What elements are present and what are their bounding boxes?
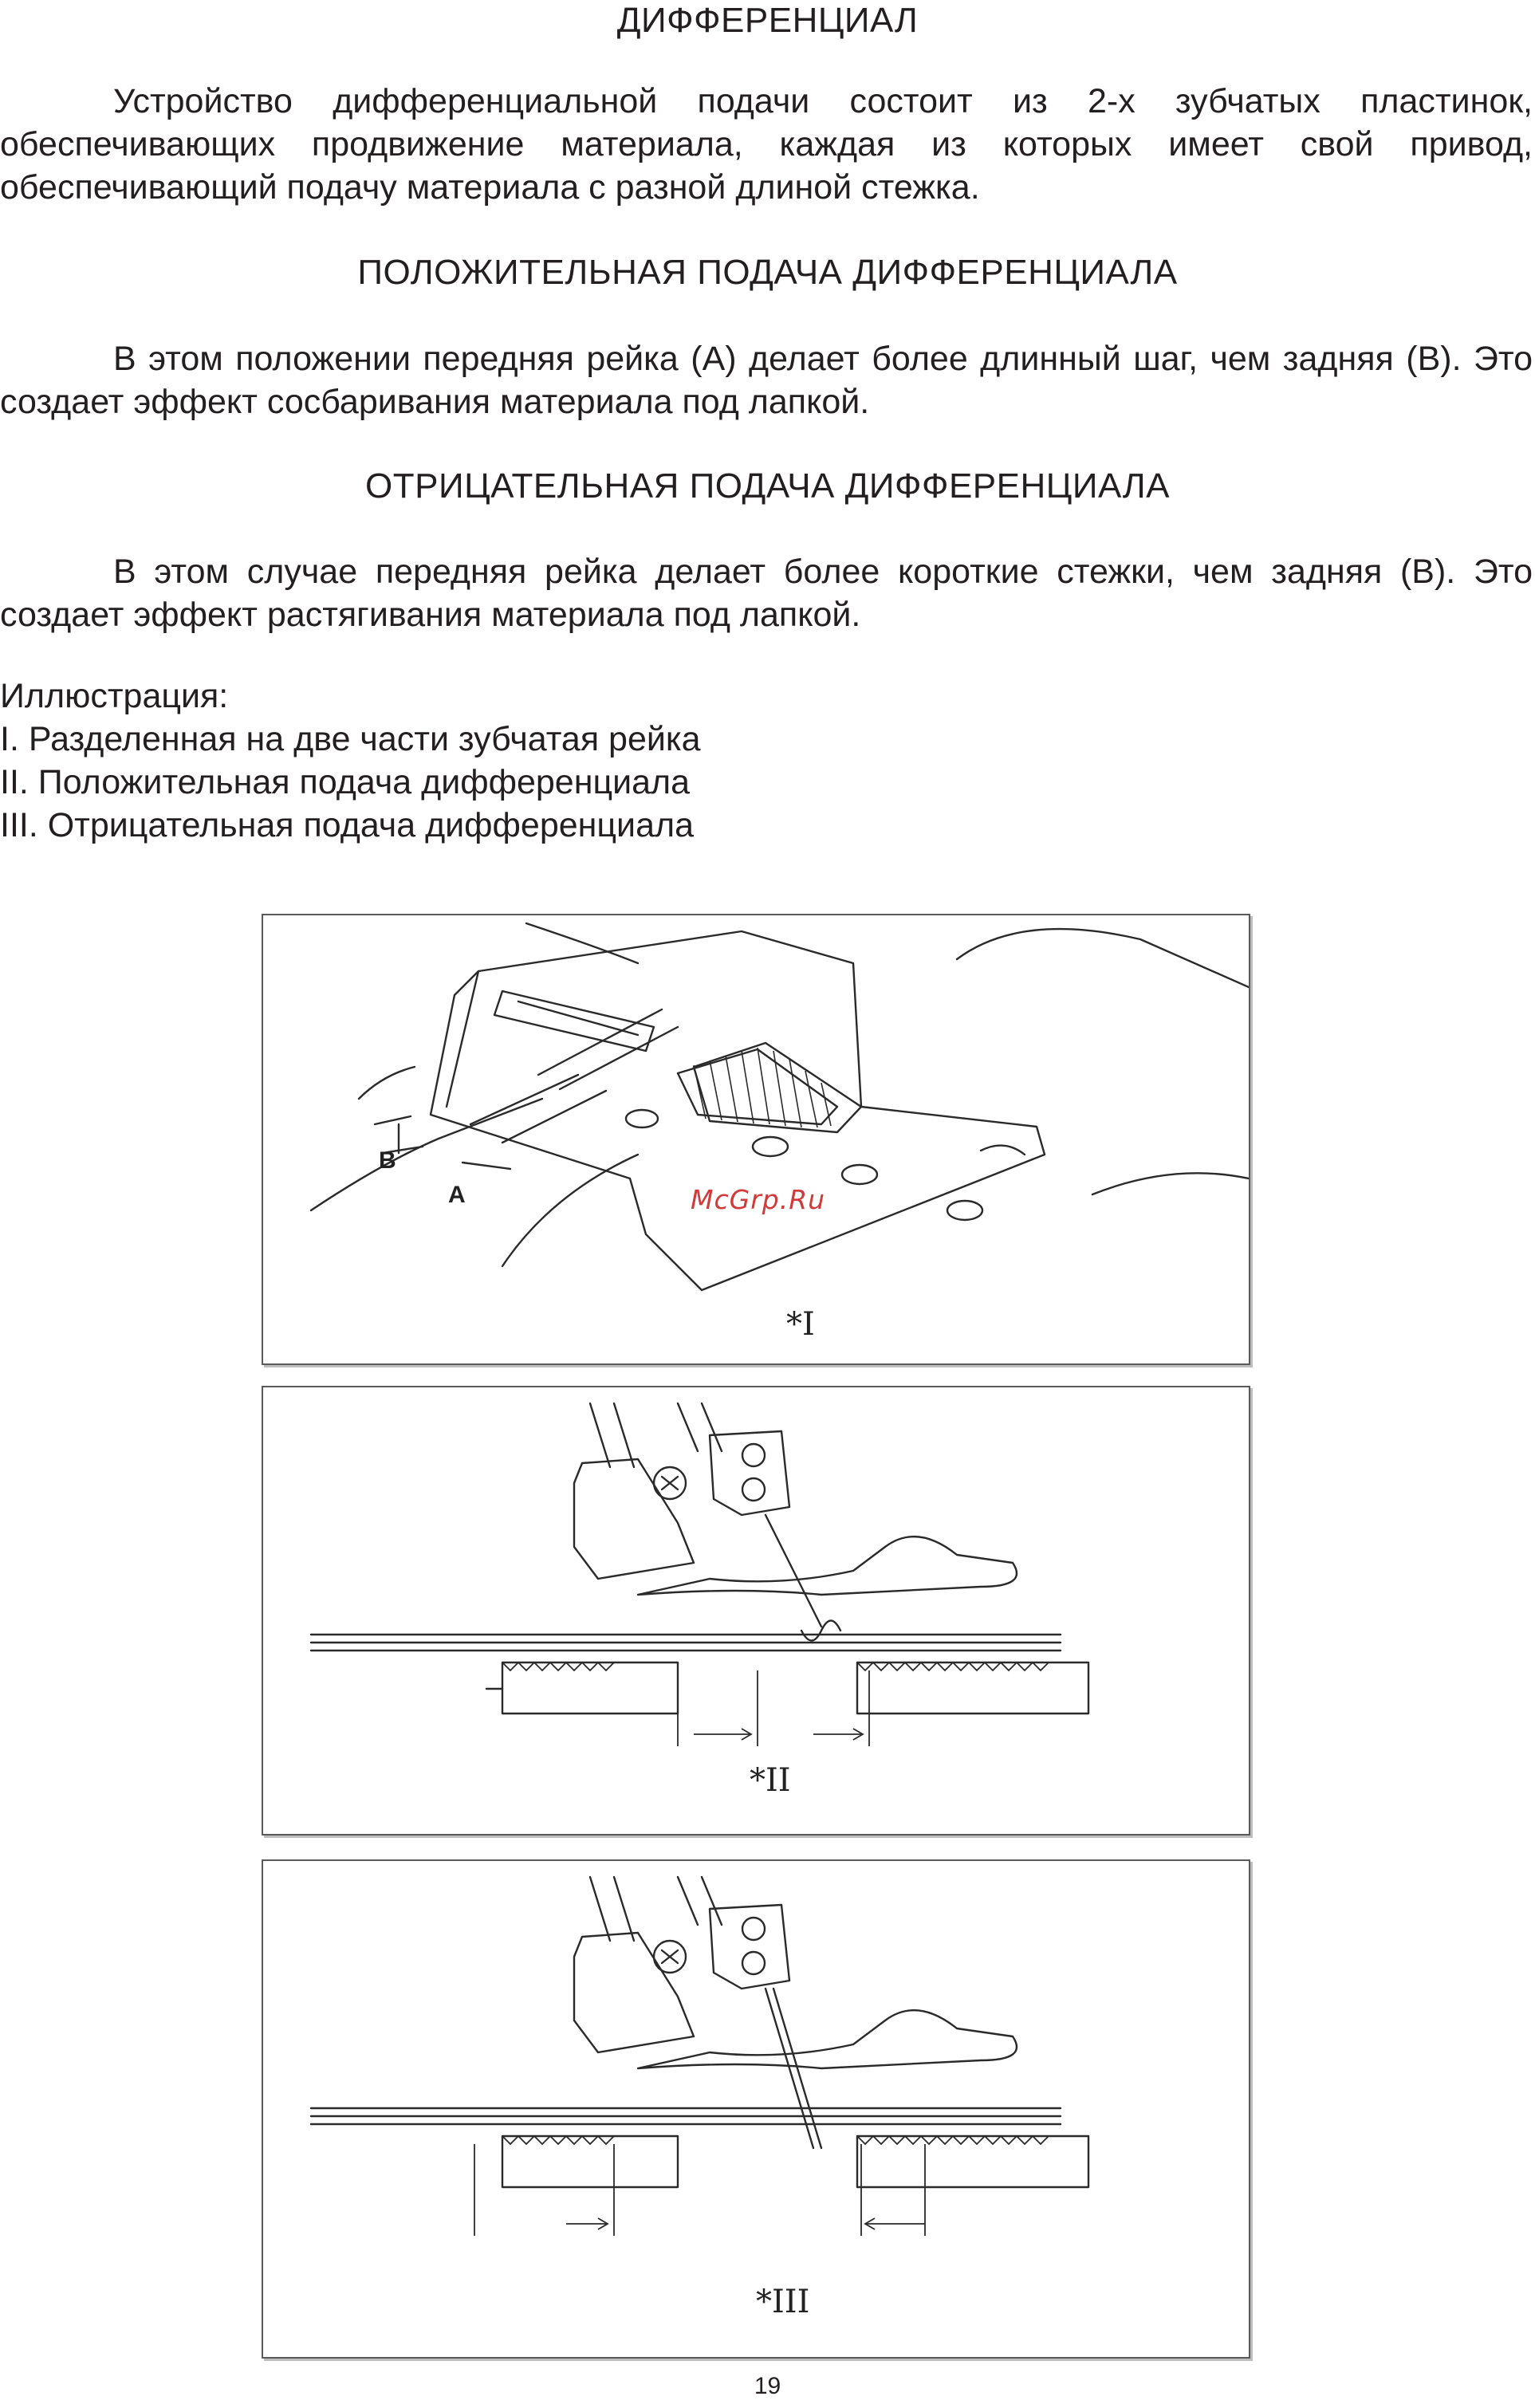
section-title-differential: ДИФФЕРЕНЦИАЛ	[616, 1, 919, 40]
figure-label-1: *I	[786, 1306, 815, 1343]
page-number: 19	[754, 2373, 781, 2399]
section-title-positive-feed: ПОЛОЖИТЕЛЬНАЯ ПОДАЧА ДИФФЕРЕНЦИАЛА	[357, 253, 1178, 292]
section-text-differential: Устройство дифференциальной подачи состоит из 2-х зубчатых пластинок, обеспечивающих продвижение материала, каждая из которых имеет свой привод, обеспечивающий подачу материала с разной длиной стежка.	[0, 82, 1533, 207]
illustration-caption	[0, 675, 877, 847]
figure-label-3: *III	[756, 2284, 810, 2320]
split-feed-dog-drawing	[263, 915, 1249, 1363]
illustration-heading: Иллюстрация:	[0, 677, 229, 715]
section-title-negative-feed: ОТРИЦАТЕЛЬНАЯ ПОДАЧА ДИФФЕРЕНЦИАЛА	[365, 466, 1170, 506]
figure-split-feed-dog	[262, 914, 1250, 1365]
watermark-text: McGrp.Ru	[691, 1184, 826, 1215]
illustration-item-2: II. Положительная подача дифференциала	[0, 763, 691, 801]
figure-label-2: *II	[750, 1762, 791, 1799]
callout-a: A	[448, 1182, 466, 1208]
section-text-negative-feed: В этом случае передняя рейка делает более короткие стежки, чем задняя (В). Это создает эффект растягивания материала под лапкой.	[0, 553, 1533, 634]
illustration-item-1: I. Разделенная на две части зубчатая рейка	[0, 720, 701, 758]
figure-positive-feed	[262, 1386, 1250, 1836]
illustration-item-3: III. Отрицательная подача дифференциала	[0, 806, 694, 844]
section-text-positive-feed: В этом положении передняя рейка (А) делает более длинный шаг, чем задняя (В). Это создает эффект сосбаривания материала под лапкой.	[0, 340, 1533, 421]
negative-feed-drawing	[263, 1861, 1249, 2357]
figure-negative-feed	[262, 1859, 1250, 2359]
callout-b: B	[379, 1147, 396, 1174]
